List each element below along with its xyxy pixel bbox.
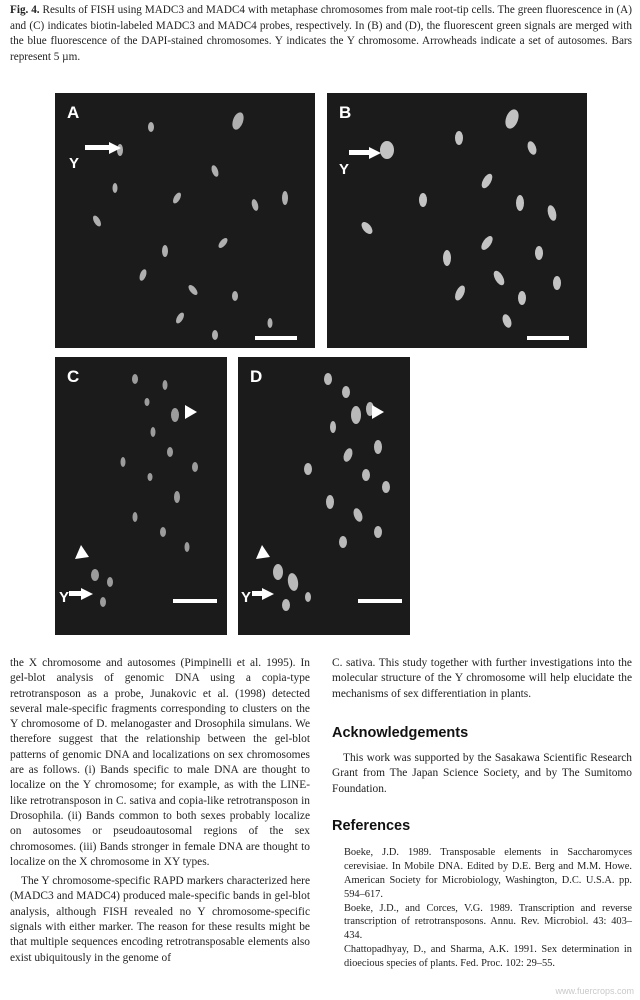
- panel-a: [55, 93, 315, 348]
- reference-item: Boeke, J.D. 1989. Transposable elements in Saccharomyces cerevisiae. In Mobile DNA. Edited by D.E. Berg and M.M. Howe. American Society for Microbiology, Washington, D.C. U.S.A. pp. 594–617.: [344, 847, 632, 900]
- y-label: Y: [339, 161, 350, 178]
- scale-bar: [527, 336, 569, 340]
- panel-b-micrograph: [327, 93, 587, 348]
- y-arrow-icon: [81, 588, 93, 600]
- scale-bar: [255, 336, 297, 340]
- figure-caption: [10, 3, 632, 65]
- watermark: www.fuercrops.com: [555, 986, 634, 996]
- references-heading: References: [332, 818, 411, 835]
- body-paragraph: C. sativa. This study together with further investigations into the molecular structure of the Y chromosome will help elucidate the mechanisms of sex differentiation in plants.: [332, 657, 632, 700]
- acknowledgements-heading: Acknowledgements: [332, 724, 469, 741]
- caption-label: Fig. 4.: [10, 4, 40, 16]
- scale-bar: [358, 599, 402, 603]
- panel-a-micrograph: [55, 93, 315, 348]
- right-column: [332, 656, 632, 971]
- panel-letter: A: [67, 103, 80, 122]
- panel-c-micrograph: [55, 357, 227, 635]
- left-column: [10, 656, 310, 966]
- body-paragraph: the X chromosome and autosomes (Pimpinelli et al. 1995). In gel-blot analysis of genomic DNA using a copia-type retrotransposon as a probe, Junakovic et al. (1998) detected several male-specific fragments corresponding to clusters on the Y chromosome of D. melanogaster and Drosophila simulans. We therefore suggest that the relationship between the gel-blot patterns of genomic DNA and localizations on sex chromosomes are as follows. (i) Bands specific to male DNA are thought to localize on the Y chromosome; for example, as with the LINE-like retrotransposon in C. sativa and copia-like retrotransposon in Drosophila. (ii) Bands common to both sexes probably localize on autosomes or pseudoautosomal regions of the sex chromosomes. (iii) Bands stronger in female DNA are thought to localize on the X chromosome in XY types.: [10, 657, 310, 868]
- y-arrow-icon: [262, 588, 274, 600]
- arrowhead-icon: [185, 405, 197, 419]
- y-label: Y: [241, 589, 252, 606]
- arrowhead-icon: [256, 545, 270, 559]
- reference-item: Chattopadhyay, D., and Sharma, A.K. 1991. Sex determination in dioecious species of plants. Fed. Proc. 102: 29–55.: [344, 943, 632, 969]
- acknowledgements-text: This work was supported by the Sasakawa Scientific Research Grant from The Japan Science Society, and by The Sumitomo Foundation.: [332, 752, 632, 795]
- y-arrow-icon: [369, 147, 381, 159]
- reference-item: Boeke, J.D., and Corces, V.G. 1989. Transcription and reverse transcription of retrotransposons. Annu. Rev. Microbiol. 43: 403–434.: [344, 902, 632, 942]
- y-label: Y: [69, 155, 80, 172]
- panel-d-micrograph: [238, 357, 410, 635]
- panel-c: [55, 357, 227, 635]
- arrowhead-icon: [372, 405, 384, 419]
- panel-d: [238, 357, 410, 635]
- fish-figure: [55, 93, 587, 635]
- caption-text: Results of FISH using MADC3 and MADC4 with metaphase chromosomes from male root-tip cells. The green fluorescence in (A) and (C) indicates biotin-labeled MADC3 and MADC4 probes, respectively. In (B) and (D), the fluorescent green signals are merged with the blue fluorescence of the DAPI-stained chromosomes. Y indicates the Y chromosome. Arrowheads indicate a set of autosomes. Bars represent 5 µm.: [10, 4, 632, 63]
- panel-letter: C: [67, 367, 80, 386]
- arrowhead-icon: [75, 545, 89, 559]
- panel-letter: B: [339, 103, 352, 122]
- reference-list: [332, 846, 632, 970]
- panel-letter: D: [250, 367, 263, 386]
- panel-b: [327, 93, 587, 348]
- y-label: Y: [59, 589, 70, 606]
- body-paragraph: The Y chromosome-specific RAPD markers characterized here (MADC3 and MADC4) produced male-specific bands in gel-blot analysis, although FISH revealed no Y chromosome-specific signals with either marker. The reason for these results might be that multiple sequences encoding retrotransposable elements also exist ubiquitously in the genome of: [10, 875, 310, 964]
- scale-bar: [173, 599, 217, 603]
